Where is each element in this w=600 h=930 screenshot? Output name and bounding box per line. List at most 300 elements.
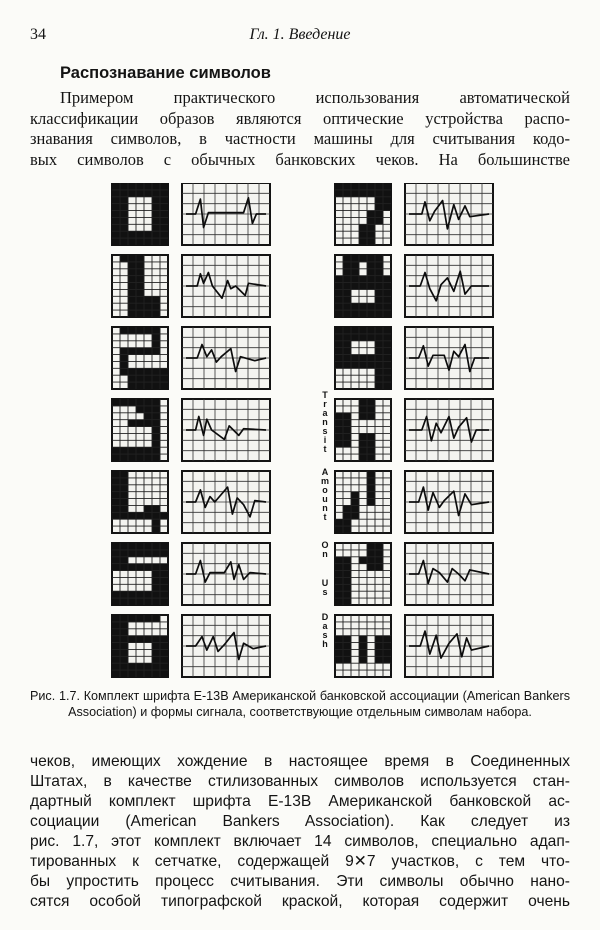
glyph-cell-filled (343, 255, 351, 262)
glyph-cell-filled (144, 310, 152, 317)
glyph-cell-filled (343, 361, 351, 368)
glyph-cell-filled (152, 670, 160, 677)
glyph-cell-filled (120, 361, 128, 368)
glyph-cell-filled (335, 636, 343, 643)
glyph-cell-filled (112, 643, 120, 650)
glyph-cell-filled (359, 406, 367, 413)
glyph-cell-filled (160, 670, 168, 677)
glyph-cell-filled (120, 649, 128, 656)
glyph-cell-filled (343, 355, 351, 362)
glyph-cell-filled (160, 598, 168, 605)
glyph-cell-filled (112, 197, 120, 204)
glyph-cell-filled (136, 591, 144, 598)
glyph-cell-filled (152, 238, 160, 245)
glyph-cell-filled (343, 440, 351, 447)
glyph-cell-filled (152, 649, 160, 656)
glyph-cell-filled (152, 584, 160, 591)
glyph-cell-filled (128, 255, 136, 262)
glyph-cell-filled (112, 591, 120, 598)
glyph-cell-filled (152, 183, 160, 190)
glyph-cell-filled (136, 670, 144, 677)
glyph-cell-filled (383, 656, 391, 663)
glyph-cell-filled (375, 355, 383, 362)
glyph-cell-filled (120, 485, 128, 492)
glyph-cell-filled (112, 211, 120, 218)
glyph-cell-filled (375, 289, 383, 296)
glyph-cell-filled (160, 512, 168, 519)
glyph-cell-filled (128, 670, 136, 677)
glyph-cell-filled (152, 663, 160, 670)
glyph-cell-filled (112, 238, 120, 245)
glyph-cell-filled (359, 440, 367, 447)
glyph-cell-filled (367, 255, 375, 262)
glyph-cell-filled (160, 224, 168, 231)
glyph-cell-filled (112, 499, 120, 506)
glyph-cell-filled (144, 543, 152, 550)
glyph-cell-filled (383, 341, 391, 348)
glyph-cell-filled (128, 190, 136, 197)
glyph-cell-filled (112, 399, 120, 406)
glyph-cell-filled (367, 269, 375, 276)
dash-label: D a s h (321, 612, 329, 649)
glyph-cell-filled (359, 276, 367, 283)
glyph-cell-filled (343, 577, 351, 584)
glyph-cell-filled (144, 327, 152, 334)
glyph-cell-filled (351, 283, 359, 290)
glyph-cell-filled (359, 327, 367, 334)
glyph-cell-filled (335, 571, 343, 578)
glyph-cell-filled (367, 283, 375, 290)
glyph-cell-filled (152, 327, 160, 334)
glyph-cell-filled (144, 670, 152, 677)
glyph-cell-filled (152, 341, 160, 348)
glyph-cell-filled (367, 303, 375, 310)
glyph-cell-filled (136, 375, 144, 382)
glyph-cell-filled (375, 190, 383, 197)
glyph-cell-filled (335, 190, 343, 197)
glyph-cell-filled (367, 217, 375, 224)
glyph-cell-filled (120, 543, 128, 550)
glyph-cell-filled (160, 217, 168, 224)
paragraph-line: дартный комплект шрифта E-13B Американской банковской ас- (30, 793, 570, 810)
glyph-cell-filled (136, 543, 144, 550)
glyph-cell-filled (335, 327, 343, 334)
glyph-cell-filled (335, 440, 343, 447)
glyph-cell-filled (335, 656, 343, 663)
glyph-cell-filled (136, 327, 144, 334)
glyph-cell-filled (112, 512, 120, 519)
glyph-cell-filled (335, 564, 343, 571)
glyph-cell-filled (375, 564, 383, 571)
glyph-cell-filled (383, 382, 391, 389)
glyph-cell-filled (367, 327, 375, 334)
glyph-cell-filled (152, 512, 160, 519)
glyph-cell-filled (375, 361, 383, 368)
glyph-cell-filled (383, 327, 391, 334)
glyph-cell-filled (335, 361, 343, 368)
glyph-cell-filled (136, 406, 144, 413)
glyph-cell-filled (367, 433, 375, 440)
glyph-cell-filled (351, 355, 359, 362)
glyph-cell-filled (343, 413, 351, 420)
transit-label: T r a n s i t (322, 390, 328, 454)
paragraph-line: Примером практического использования автоматической (60, 88, 570, 107)
glyph-cell-filled (112, 190, 120, 197)
glyph-cell-filled (351, 190, 359, 197)
glyph-cell-filled (120, 368, 128, 375)
glyph-cell-filled (375, 262, 383, 269)
glyph-cell-filled (120, 183, 128, 190)
glyph-cell-filled (335, 526, 343, 533)
glyph-cell-filled (343, 636, 351, 643)
glyph-cell-filled (367, 564, 375, 571)
glyph-cell-filled (120, 224, 128, 231)
glyph-cell-filled (367, 440, 375, 447)
paragraph-line: рис. 1.7, этот комплект включает 14 символов, специально адап- (30, 833, 570, 850)
glyph-cell-filled (112, 598, 120, 605)
glyph-cell-filled (120, 670, 128, 677)
glyph-cell-filled (335, 519, 343, 526)
glyph-cell-filled (359, 557, 367, 564)
glyph-cell-filled (383, 183, 391, 190)
glyph-cell-filled (335, 341, 343, 348)
glyph-cell-filled (152, 231, 160, 238)
glyph-cell-filled (375, 269, 383, 276)
e13b-figure (110, 183, 500, 678)
glyph-cell-filled (112, 557, 120, 564)
glyph-cell-filled (367, 478, 375, 485)
glyph-cell-filled (152, 550, 160, 557)
glyph-cell-filled (367, 543, 375, 550)
glyph-cell-filled (144, 550, 152, 557)
glyph-cell-filled (375, 649, 383, 656)
glyph-cell-filled (152, 615, 160, 622)
glyph-cell-filled (343, 557, 351, 564)
page-number: 34 (30, 26, 46, 43)
glyph-cell-filled (343, 283, 351, 290)
glyph-cell-filled (112, 454, 120, 461)
glyph-cell-filled (120, 327, 128, 334)
glyph-cell-filled (144, 564, 152, 571)
glyph-cell-filled (343, 512, 351, 519)
glyph-cell-filled (343, 262, 351, 269)
glyph-cell-filled (335, 310, 343, 317)
glyph-cell-filled (383, 375, 391, 382)
glyph-cell-filled (128, 447, 136, 454)
glyph-cell-filled (367, 471, 375, 478)
glyph-cell-filled (144, 505, 152, 512)
glyph-cell-filled (152, 598, 160, 605)
glyph-cell-filled (351, 255, 359, 262)
e13b-figure-graphic (110, 183, 500, 678)
glyph-cell-filled (136, 454, 144, 461)
glyph-cell-filled (367, 499, 375, 506)
glyph-cell-filled (383, 283, 391, 290)
glyph-cell-filled (136, 615, 144, 622)
glyph-cell-filled (335, 276, 343, 283)
glyph-cell-filled (120, 204, 128, 211)
glyph-cell-filled (367, 492, 375, 499)
glyph-cell-filled (112, 217, 120, 224)
glyph-cell-filled (335, 303, 343, 310)
glyph-cell-filled (359, 334, 367, 341)
glyph-cell-filled (367, 454, 375, 461)
glyph-cell-filled (160, 591, 168, 598)
glyph-cell-filled (128, 303, 136, 310)
glyph-cell-filled (359, 310, 367, 317)
glyph-cell-filled (367, 485, 375, 492)
glyph-cell-filled (152, 406, 160, 413)
glyph-cell-filled (335, 283, 343, 290)
glyph-cell-filled (343, 276, 351, 283)
glyph-cell-filled (128, 543, 136, 550)
glyph-cell-filled (152, 310, 160, 317)
glyph-cell-filled (128, 327, 136, 334)
glyph-cell-filled (152, 519, 160, 526)
glyph-cell-filled (144, 348, 152, 355)
glyph-cell-filled (112, 447, 120, 454)
glyph-cell-filled (144, 375, 152, 382)
glyph-cell-filled (136, 183, 144, 190)
glyph-cell-filled (136, 368, 144, 375)
glyph-cell-filled (120, 598, 128, 605)
glyph-cell-filled (383, 361, 391, 368)
glyph-cell-filled (343, 334, 351, 341)
glyph-cell-filled (128, 550, 136, 557)
glyph-cell-filled (367, 224, 375, 231)
glyph-cell-filled (383, 310, 391, 317)
glyph-cell-filled (375, 183, 383, 190)
glyph-cell-filled (152, 296, 160, 303)
glyph-cell-filled (136, 303, 144, 310)
paragraph-line: социации (American Bankers Association). Как следует из (30, 813, 570, 830)
glyph-cell-filled (128, 598, 136, 605)
glyph-cell-filled (152, 303, 160, 310)
glyph-cell-filled (120, 505, 128, 512)
glyph-cell-filled (136, 512, 144, 519)
glyph-cell-filled (152, 204, 160, 211)
glyph-cell-filled (351, 334, 359, 341)
glyph-cell-filled (343, 643, 351, 650)
glyph-cell-filled (383, 197, 391, 204)
glyph-cell-filled (128, 375, 136, 382)
glyph-cell-filled (375, 283, 383, 290)
glyph-cell-filled (136, 636, 144, 643)
glyph-cell-filled (112, 231, 120, 238)
glyph-cell-filled (120, 656, 128, 663)
glyph-cell-filled (351, 269, 359, 276)
glyph-cell-filled (343, 310, 351, 317)
glyph-cell-filled (120, 643, 128, 650)
glyph-cell-filled (359, 649, 367, 656)
glyph-cell-filled (160, 584, 168, 591)
glyph-cell-filled (335, 334, 343, 341)
glyph-cell-filled (136, 276, 144, 283)
glyph-cell-filled (128, 368, 136, 375)
glyph-cell-filled (343, 269, 351, 276)
glyph-cell-filled (112, 505, 120, 512)
glyph-cell-filled (144, 382, 152, 389)
glyph-cell-filled (359, 183, 367, 190)
glyph-cell-filled (128, 296, 136, 303)
glyph-cell-filled (136, 238, 144, 245)
glyph-cell-filled (128, 564, 136, 571)
glyph-cell-filled (144, 598, 152, 605)
glyph-cell-filled (335, 348, 343, 355)
glyph-cell-filled (343, 584, 351, 591)
glyph-cell-filled (343, 564, 351, 571)
glyph-cell-filled (128, 663, 136, 670)
glyph-cell-filled (144, 183, 152, 190)
glyph-cell-filled (144, 591, 152, 598)
glyph-cell-filled (128, 591, 136, 598)
glyph-cell-filled (152, 440, 160, 447)
glyph-cell-filled (367, 557, 375, 564)
glyph-cell-filled (112, 224, 120, 231)
intro-paragraph (30, 88, 570, 170)
glyph-cell-filled (152, 420, 160, 427)
glyph-cell-filled (120, 447, 128, 454)
glyph-cell-filled (152, 368, 160, 375)
glyph-cell-filled (136, 289, 144, 296)
glyph-cell-filled (152, 447, 160, 454)
glyph-cell-filled (152, 564, 160, 571)
glyph-cell-filled (375, 197, 383, 204)
glyph-cell-filled (152, 375, 160, 382)
glyph-cell-filled (383, 334, 391, 341)
glyph-cell-filled (152, 505, 160, 512)
glyph-cell-filled (383, 368, 391, 375)
glyph-cell-filled (112, 636, 120, 643)
glyph-cell-filled (160, 382, 168, 389)
glyph-cell-filled (112, 564, 120, 571)
paragraph-line: сятся особой типографской краской, которая содержит очень (30, 893, 570, 910)
glyph-cell-filled (375, 636, 383, 643)
glyph-cell-filled (335, 598, 343, 605)
glyph-cell-filled (160, 577, 168, 584)
glyph-cell-filled (128, 289, 136, 296)
glyph-cell-filled (359, 255, 367, 262)
glyph-cell-filled (383, 289, 391, 296)
glyph-cell-filled (160, 204, 168, 211)
glyph-cell-filled (120, 197, 128, 204)
glyph-cell-filled (120, 454, 128, 461)
glyph-cell-filled (383, 204, 391, 211)
glyph-cell-filled (335, 649, 343, 656)
glyph-cell-filled (343, 526, 351, 533)
glyph-cell-filled (367, 355, 375, 362)
glyph-cell-filled (359, 643, 367, 650)
glyph-cell-filled (335, 420, 343, 427)
glyph-cell-filled (335, 433, 343, 440)
glyph-cell-filled (343, 190, 351, 197)
glyph-cell-filled (112, 204, 120, 211)
glyph-cell-filled (160, 571, 168, 578)
glyph-cell-filled (144, 413, 152, 420)
glyph-cell-filled (144, 368, 152, 375)
running-header: Гл. 1. Введение (249, 26, 351, 43)
glyph-cell-filled (128, 636, 136, 643)
glyph-cell-filled (335, 584, 343, 591)
glyph-cell-filled (152, 413, 160, 420)
glyph-cell-filled (351, 512, 359, 519)
glyph-cell-filled (375, 341, 383, 348)
glyph-cell-filled (160, 238, 168, 245)
glyph-cell-filled (136, 269, 144, 276)
glyph-cell-filled (359, 361, 367, 368)
us-label: U s (321, 578, 329, 597)
glyph-cell-filled (136, 262, 144, 269)
glyph-cell-filled (112, 656, 120, 663)
glyph-cell-filled (351, 183, 359, 190)
glyph-cell-filled (351, 262, 359, 269)
glyph-cell-filled (120, 492, 128, 499)
glyph-cell-filled (152, 433, 160, 440)
glyph-cell-filled (343, 348, 351, 355)
glyph-cell-filled (375, 217, 383, 224)
glyph-cell-filled (144, 231, 152, 238)
glyph-cell-filled (375, 310, 383, 317)
glyph-cell-filled (120, 478, 128, 485)
glyph-cell-filled (160, 649, 168, 656)
glyph-cell-filled (367, 262, 375, 269)
glyph-cell-filled (375, 327, 383, 334)
glyph-cell-filled (343, 571, 351, 578)
glyph-cell-filled (152, 577, 160, 584)
glyph-cell-filled (136, 382, 144, 389)
glyph-cell-filled (128, 231, 136, 238)
paragraph-line: бы упростить процесс считывания. Эти символы обычно нано- (30, 873, 570, 890)
glyph-cell-filled (152, 399, 160, 406)
glyph-cell-filled (160, 197, 168, 204)
glyph-cell-filled (160, 368, 168, 375)
glyph-cell-filled (160, 211, 168, 218)
glyph-cell-filled (383, 348, 391, 355)
glyph-cell-filled (343, 433, 351, 440)
glyph-cell-filled (367, 190, 375, 197)
glyph-cell-filled (375, 375, 383, 382)
glyph-cell-filled (383, 636, 391, 643)
glyph-cell-filled (128, 310, 136, 317)
glyph-cell-filled (343, 598, 351, 605)
glyph-cell-filled (160, 656, 168, 663)
glyph-cell-filled (152, 348, 160, 355)
glyph-cell-filled (144, 406, 152, 413)
glyph-cell-filled (343, 505, 351, 512)
glyph-cell-filled (359, 283, 367, 290)
glyph-cell-filled (375, 211, 383, 218)
glyph-cell-filled (144, 615, 152, 622)
glyph-cell-filled (152, 197, 160, 204)
glyph-cell-filled (343, 327, 351, 334)
glyph-cell-filled (120, 471, 128, 478)
glyph-cell-filled (136, 348, 144, 355)
glyph-cell-filled (375, 296, 383, 303)
paragraph-line: тированных к сетчатке, содержащей 9✕7 участков, с тем что- (30, 853, 570, 870)
glyph-cell-filled (144, 238, 152, 245)
glyph-cell-filled (152, 656, 160, 663)
glyph-cell-filled (152, 217, 160, 224)
glyph-cell-filled (136, 447, 144, 454)
glyph-cell-filled (335, 557, 343, 564)
glyph-cell-filled (120, 255, 128, 262)
glyph-cell-filled (343, 420, 351, 427)
glyph-cell-filled (128, 276, 136, 283)
glyph-cell-filled (128, 348, 136, 355)
glyph-cell-filled (152, 334, 160, 341)
glyph-cell-filled (136, 310, 144, 317)
glyph-cell-filled (128, 269, 136, 276)
